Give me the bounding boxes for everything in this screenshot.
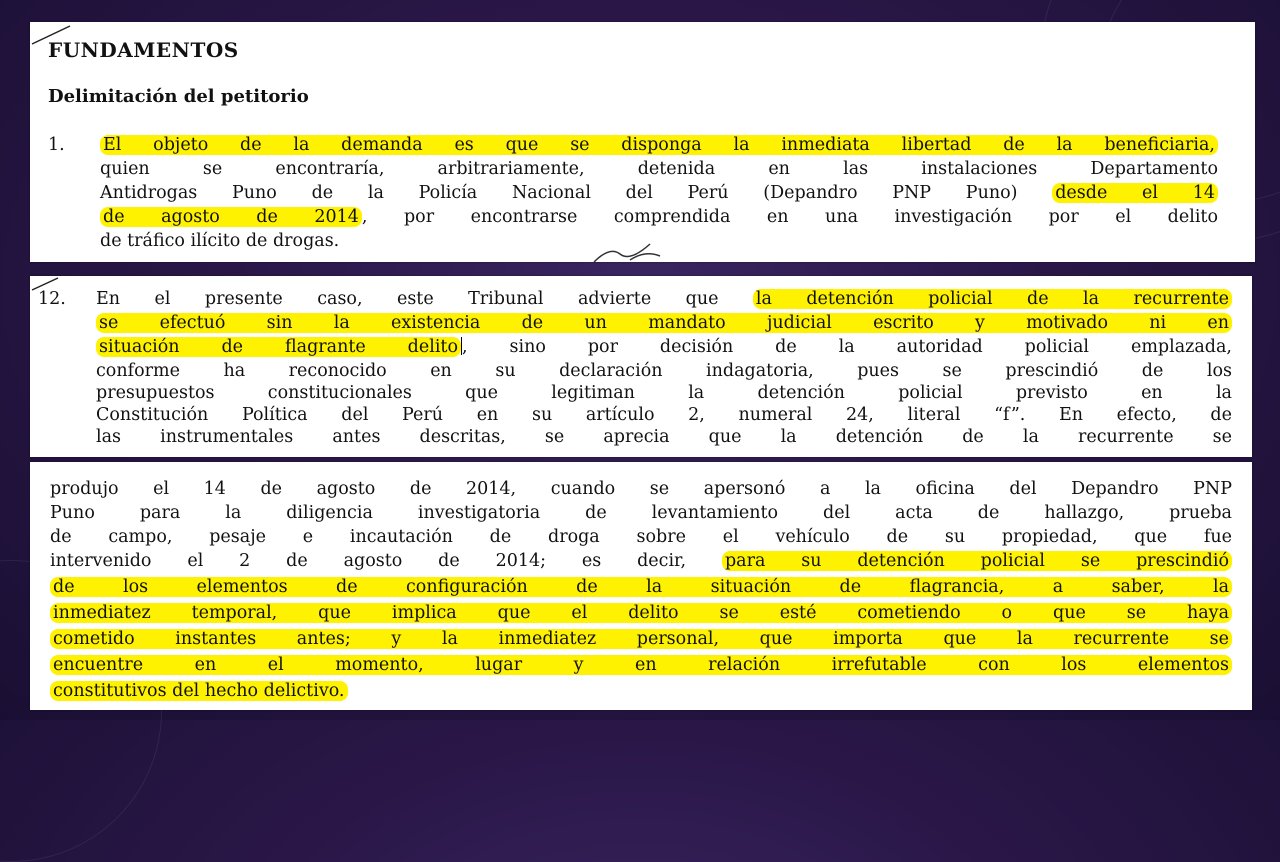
paragraph-line [50, 526, 1232, 548]
paragraph-line [50, 478, 1232, 500]
highlighted-text: desde el 14 [1052, 183, 1218, 203]
highlighted-text: inmediatez temporal, que implica que el delito se esté cometiendo o que se haya [50, 603, 1232, 623]
paragraph-line [96, 404, 1232, 426]
paragraph-line [50, 680, 1232, 702]
paragraph-line [96, 360, 1232, 382]
paragraph-line [100, 134, 1218, 156]
line-text: intervenido el 2 de agosto de 2014; es decir, [50, 551, 722, 571]
line-text: de tráfico ilícito de drogas. [100, 231, 340, 251]
paragraph-number: 1. [48, 135, 65, 155]
highlighted-text: de los elementos de configuración de la situación de flagrancia, a saber, la [50, 577, 1232, 597]
paragraph-line [96, 288, 1232, 310]
section-heading: FUNDAMENTOS [48, 38, 239, 62]
section-subheading: Delimitación del petitorio [48, 86, 309, 107]
paragraph-line [100, 158, 1218, 180]
paragraph-line [96, 312, 1232, 334]
highlighted-text: de agosto de 2014 [100, 207, 362, 227]
paragraph-line [100, 206, 1218, 228]
line-text: las instrumentales antes descritas, se aprecia que la detención de la recurrente se [96, 427, 1232, 447]
paragraph-line [96, 382, 1232, 404]
paragraph-line [100, 182, 1218, 204]
highlighted-text: encuentre en el momento, lugar y en relación irrefutable con los elementos [50, 655, 1232, 675]
line-text: En el presente caso, este Tribunal advierte que [96, 289, 753, 309]
highlighted-text: situación de flagrante delito [96, 337, 461, 357]
paragraph-line [96, 336, 1232, 358]
highlighted-text: se efectuó sin la existencia de un mandato judicial escrito y motivado ni en [96, 313, 1232, 333]
line-text: presupuestos constitucionales que legitiman la detención policial previsto en la [96, 383, 1232, 403]
line-text: produjo el 14 de agosto de 2014, cuando se apersonó a la oficina del Depandro PNP [50, 479, 1232, 499]
highlighted-text: cometido instantes antes; y la inmediatez personal, que importa que la recurrente se [50, 629, 1232, 649]
paragraph-line [96, 426, 1232, 448]
signature-scribble [590, 236, 710, 262]
paragraph-line [50, 628, 1232, 650]
line-text: de campo, pesaje e incautación de droga sobre el vehículo de su propiedad, que fue [50, 527, 1232, 547]
line-text: Puno para la diligencia investigatoria de levantamiento del acta de hallazgo, prueba [50, 503, 1232, 523]
paragraph-line [50, 654, 1232, 676]
paragraph-line [50, 550, 1232, 572]
highlighted-text: El objeto de la demanda es que se disponga la inmediata libertad de la beneficiaria, [100, 135, 1218, 155]
highlighted-text: para su detención policial se prescindió [722, 551, 1232, 571]
highlighted-text: constitutivos del hecho delictivo. [50, 681, 348, 701]
document-excerpt-2 [30, 276, 1252, 457]
line-text: conforme ha reconocido en su declaración indagatoria, pues se prescindió de los [96, 361, 1232, 381]
document-excerpt-3 [30, 462, 1252, 710]
line-text: quien se encontraría, arbitrariamente, detenida en las instalaciones Departamento [100, 159, 1218, 179]
line-text: , por encontrarse comprendida en una investigación por el delito [361, 207, 1218, 227]
line-text: Antidrogas Puno de la Policía Nacional del Perú (Depandro PNP Puno) [100, 183, 1053, 203]
paragraph-line [50, 602, 1232, 624]
paragraph-line [50, 502, 1232, 524]
highlighted-text: la detención policial de la recurrente [753, 289, 1232, 309]
line-text: Constitución Política del Perú en su artículo 2, numeral 24, literal “f”. En efecto, de [96, 405, 1232, 425]
document-excerpt-1 [30, 22, 1255, 262]
paragraph-line [50, 576, 1232, 598]
paragraph-number: 12. [38, 289, 66, 309]
line-text: , sino por decisión de la autoridad policial emplazada, [462, 337, 1232, 357]
